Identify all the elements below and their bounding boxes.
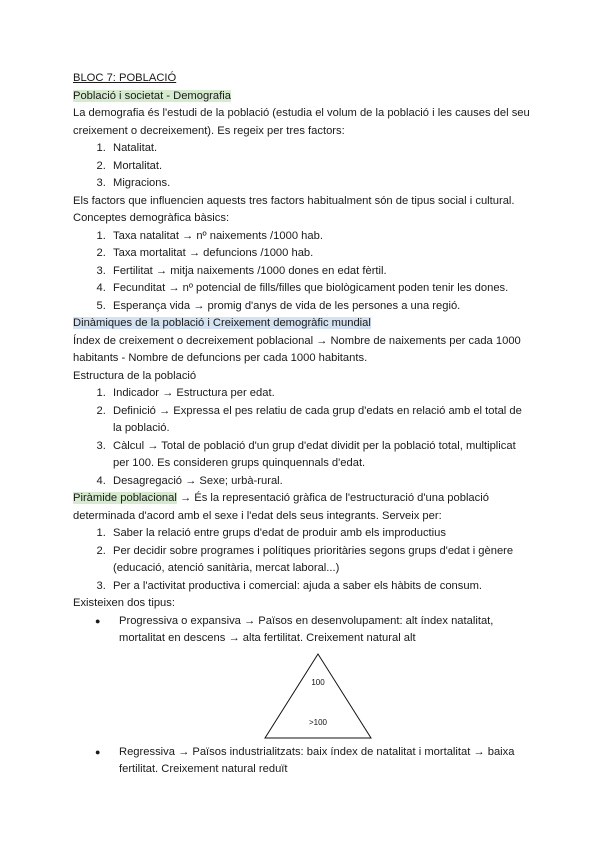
structure-title: Estructura de la població (73, 369, 197, 382)
list-item: 3. Per a l'activitat productiva i comercial: ajuda a saber els hàbits de consum. (109, 578, 533, 596)
factors-note: Els factors que influencien aquests tres factors habitualment són de tipus social i cultural. (73, 194, 515, 207)
structure-list (73, 385, 533, 490)
concepts-list (73, 228, 533, 316)
list-item: 2. Mortalitat. (109, 158, 533, 176)
list-item: 1. Natalitat. (109, 140, 533, 158)
section-heading-dinamiques: Dinàmiques de la població i Creixement demogràfic mundial (73, 317, 371, 329)
types-list-regressive (73, 744, 533, 779)
list-item: ● Progressiva o expansiva → Països en desenvolupament: alt índex natalitat, mortalitat en descens → alta fertilitat. Creixement natural alt (109, 613, 533, 648)
factors-list (73, 140, 533, 193)
list-item: 4. Desagregació → Sexe; urbà-rural. (109, 473, 533, 491)
list-item: 1. Indicador → Estructura per edat. (109, 385, 533, 403)
section-heading-poblacio-societat: Població i societat - Demografia (73, 89, 231, 102)
list-item: 3. Migracions. (109, 175, 533, 193)
demografia-intro: La demografia és l'estudi de la població (estudia el volum de la població i les causes del seu creixement o decreixement). Es regeix per tres factors: (73, 107, 530, 137)
concepts-title: Conceptes demogràfica bàsics: (73, 212, 230, 224)
list-item: 3. Fertilitat → mitja naixements /1000 dones en edat fèrtil. (109, 263, 533, 281)
population-pyramid-diagram (263, 652, 373, 740)
index-text: Índex de creixement o decreixement poblacional → Nombre de naixements per cada 1000 habitants - Nombre de defuncions per cada 1000 habitants. (73, 334, 521, 364)
list-item: 1. Taxa natalitat → nº naixements /1000 hab. (109, 228, 533, 246)
pyramid-bottom-label: >100 (308, 717, 328, 727)
document-page (73, 70, 533, 779)
uses-list (73, 525, 533, 595)
list-item: 3. Càlcul → Total de població d'un grup d'edat dividit per la població total, multiplicat per 100. Es consideren grups quinquennals d'edat. (109, 438, 533, 473)
list-item: 1. Saber la relació entre grups d'edat de produir amb els improductius (109, 525, 533, 543)
section-heading-piramide: Piràmide poblacional (73, 492, 177, 504)
types-title: Existeixen dos tipus: (73, 597, 175, 609)
list-item: 2. Per decidir sobre programes i polítiques prioritàries segons grups d'edat i gènere (educació, atenció sanitària, mercat laboral...) (109, 543, 533, 578)
piramide-definition: → És la representació gràfica de l'estructuració d'una població determinada d'acord amb el sexe i l'edat dels seus integrants. Serveix per: (73, 492, 489, 522)
list-item: 2. Definició → Expressa el pes relatiu de cada grup d'edats en relació amb el total de la població. (109, 403, 533, 438)
pyramid-top-label: 100 (311, 677, 325, 687)
list-item: 4. Fecunditat → nº potencial de fills/filles que biològicament poden tenir les dones. (109, 280, 533, 298)
list-item: 2. Taxa mortalitat → defuncions /1000 hab. (109, 245, 533, 263)
list-item: ● Regressiva → Països industrialitzats: baix índex de natalitat i mortalitat → baixa fertilitat. Creixement natural reduït (109, 744, 533, 779)
list-item: 5. Esperança vida → promig d'anys de vida de les persones a una regió. (109, 298, 533, 316)
types-list-progressive (73, 613, 533, 648)
document-title: BLOC 7: POBLACIÓ (73, 72, 177, 84)
